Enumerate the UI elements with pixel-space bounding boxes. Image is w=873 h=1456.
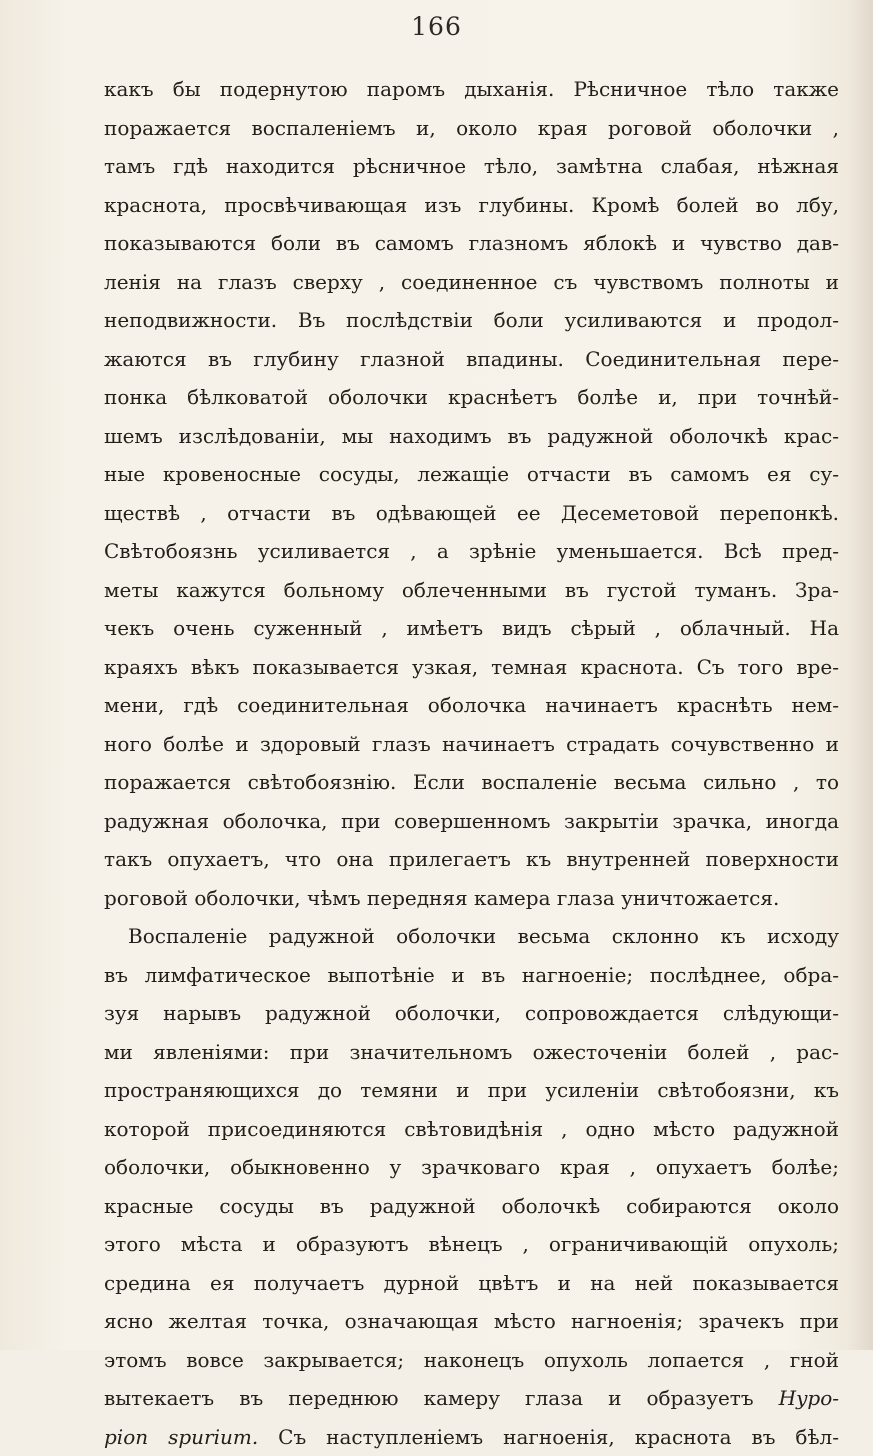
text-line: красные сосуды въ радужной оболочкѣ собираются около [104, 1187, 839, 1226]
text-line: мени, гдѣ соединительная оболочка начинаетъ краснѣть нем- [104, 686, 839, 725]
text-line: краснота, просвѣчивающая изъ глубины. Кромѣ болей во лбу, [104, 186, 839, 225]
text-line: поражается свѣтобоязнію. Если воспаленіе весьма сильно , то [104, 763, 839, 802]
italic-term: pion spurium. [104, 1425, 258, 1449]
text-line: тамъ гдѣ находится рѣсничное тѣло, замѣтна слабая, нѣжная [104, 147, 839, 186]
line-text: вытекаетъ въ переднюю камеру глаза и образуетъ [104, 1386, 779, 1410]
text-line: ленія на глазъ сверху , соединенное съ чувствомъ полноты и [104, 263, 839, 302]
text-line: этомъ вовсе закрывается; наконецъ опухоль лопается , гной [104, 1341, 839, 1380]
text-line: какъ бы подернутою паромъ дыханія. Рѣсничное тѣло также [104, 70, 839, 109]
text-line: понка бѣлковатой оболочки краснѣетъ болѣе и, при точнѣй- [104, 378, 839, 417]
text-line: чекъ очень суженный , имѣетъ видъ сѣрый , облачный. На [104, 609, 839, 648]
text-line: жаются въ глубину глазной впадины. Соединительная пере- [104, 340, 839, 379]
paragraph-start-line: Воспаленіе радужной оболочки весьма склонно къ исходу [104, 917, 839, 956]
page-edge-shadow [847, 0, 873, 1350]
text-line: зуя нарывъ радужной оболочки, сопровождается слѣдующи- [104, 994, 839, 1033]
text-line: ные кровеносные сосуды, лежащіе отчасти въ самомъ ея су- [104, 455, 839, 494]
text-line-with-italic [104, 1379, 839, 1418]
text-line: ществѣ , отчасти въ одѣвающей ее Десеметовой перепонкѣ. [104, 494, 839, 533]
text-line: такъ опухаетъ, что она прилегаетъ къ внутренней поверхности [104, 840, 839, 879]
text-line: шемъ изслѣдованіи, мы находимъ въ радужной оболочкѣ крас- [104, 417, 839, 456]
line-text: Съ наступленіемъ нагноенія, краснота въ бѣл- [258, 1425, 839, 1449]
body-text [104, 70, 839, 1456]
text-line: показываются боли въ самомъ глазномъ яблокѣ и чувство дав- [104, 224, 839, 263]
text-line: оболочки, обыкновенно у зрачковаго края , опухаетъ болѣе; [104, 1148, 839, 1187]
text-line: средина ея получаетъ дурной цвѣтъ и на ней показывается [104, 1264, 839, 1303]
text-line: ми явленіями: при значительномъ ожесточеніи болей , рас- [104, 1033, 839, 1072]
text-line: неподвижности. Въ послѣдствіи боли усиливаются и продол- [104, 301, 839, 340]
text-line: меты кажутся больному облеченными въ густой туманъ. Зра- [104, 571, 839, 610]
text-line: пространяющихся до темяни и при усиленіи свѣтобоязни, къ [104, 1071, 839, 1110]
text-line: ясно желтая точка, означающая мѣсто нагноенія; зрачекъ при [104, 1302, 839, 1341]
text-line: поражается воспаленіемъ и, около края роговой оболочки , [104, 109, 839, 148]
last-text-line [104, 1418, 839, 1456]
text-line: Свѣтобоязнь усиливается , а зрѣніе уменьшается. Всѣ пред- [104, 532, 839, 571]
text-line: этого мѣста и образуютъ вѣнецъ , ограничивающій опухоль; [104, 1225, 839, 1264]
text-line: радужная оболочка, при совершенномъ закрытіи зрачка, иногда [104, 802, 839, 841]
text-line: которой присоединяются свѣтовидѣнія , одно мѣсто радужной [104, 1110, 839, 1149]
page-number: 166 [0, 12, 873, 41]
italic-term: Hypo- [779, 1386, 839, 1410]
text-line: краяхъ вѣкъ показывается узкая, темная краснота. Съ того вре- [104, 648, 839, 687]
paragraph-end-line: роговой оболочки, чѣмъ передняя камера глаза уничтожается. [104, 879, 839, 918]
text-line: въ лимфатическое выпотѣніе и въ нагноеніе; послѣднее, обра- [104, 956, 839, 995]
text-line: ного болѣе и здоровый глазъ начинаетъ страдать сочувственно и [104, 725, 839, 764]
